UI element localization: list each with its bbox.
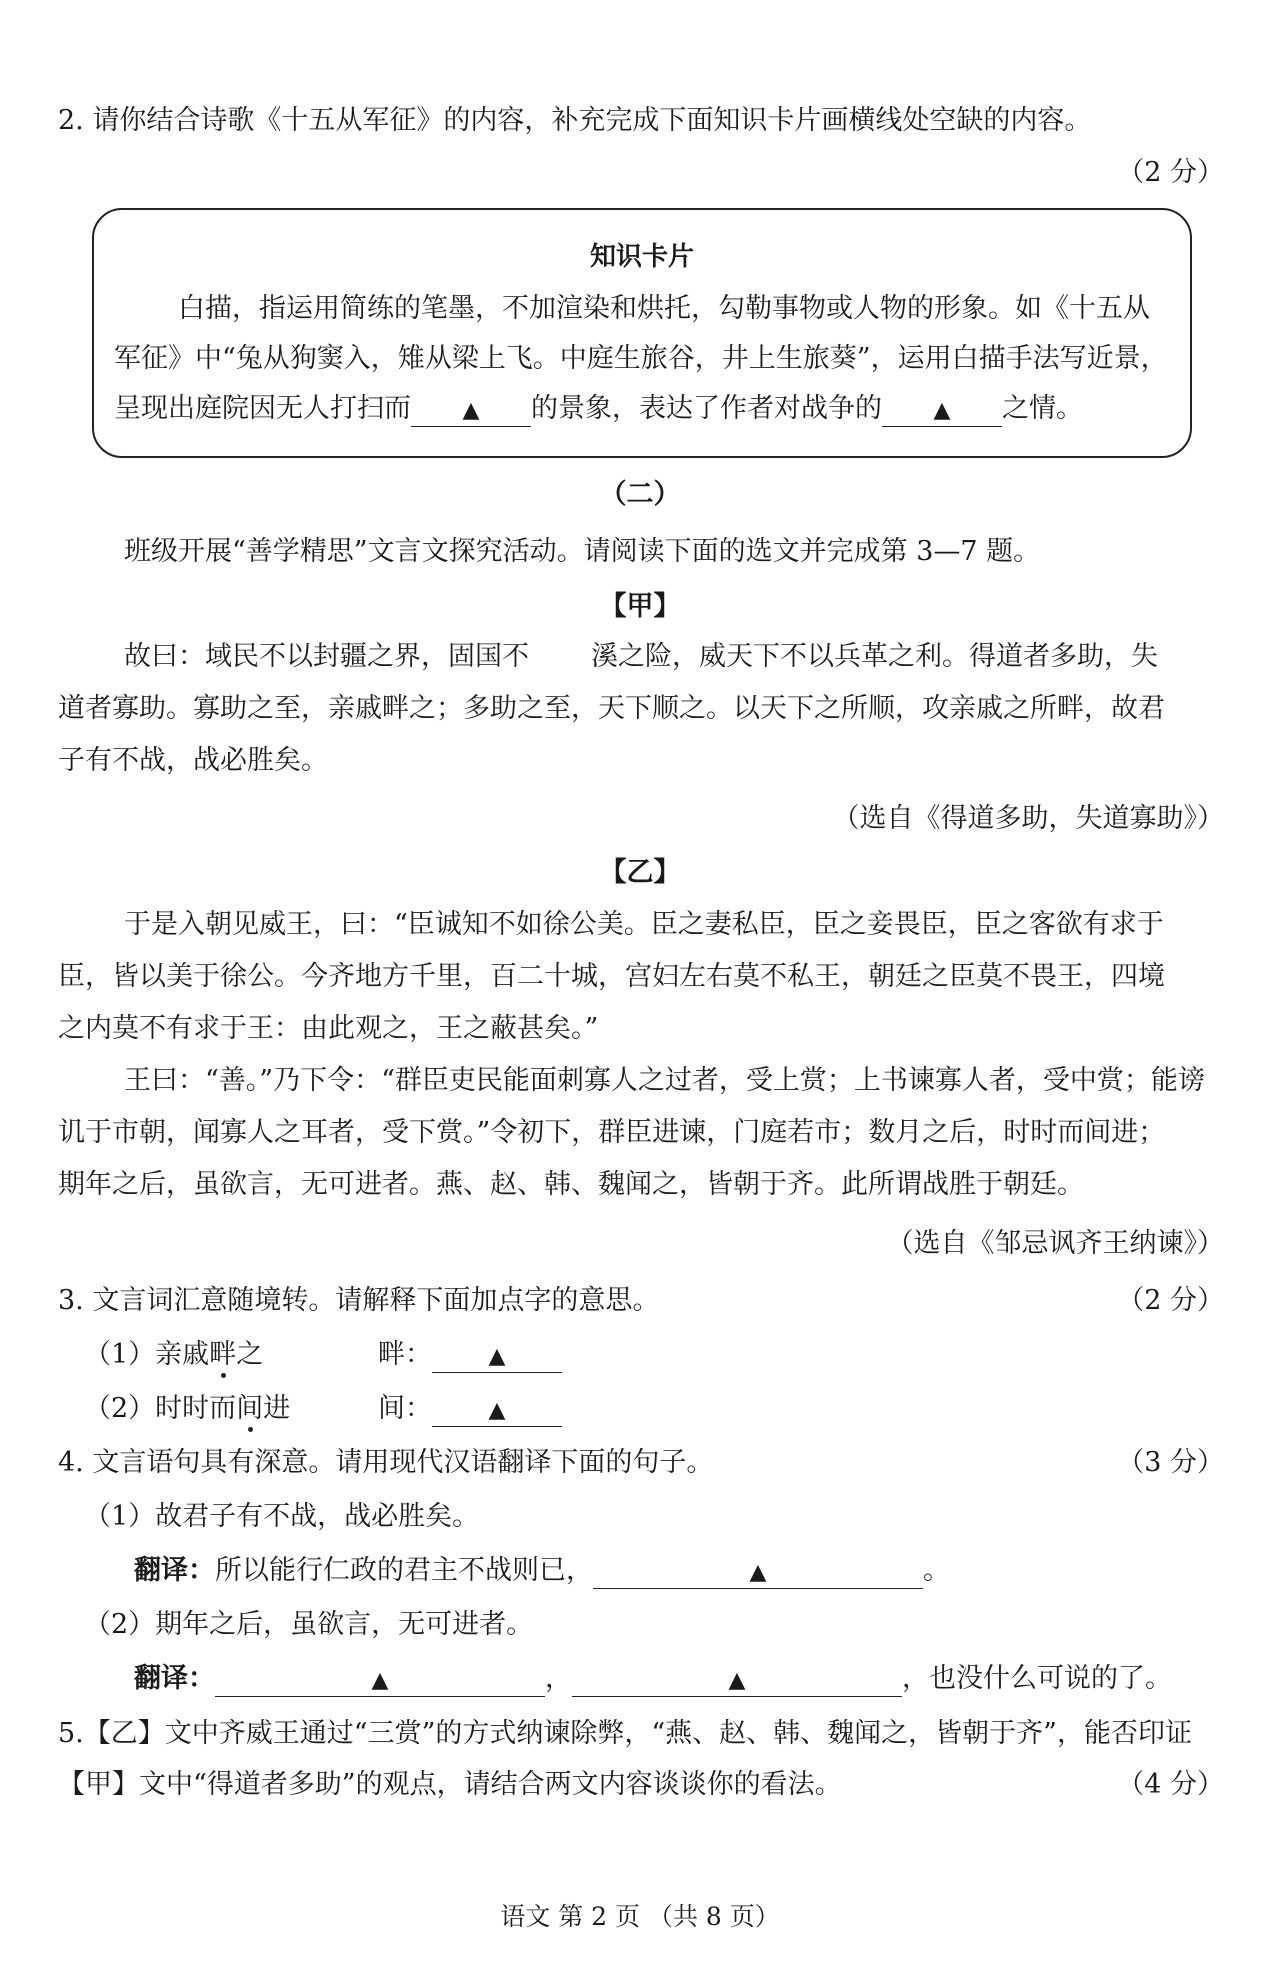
translate-label: 翻译：	[134, 1555, 215, 1586]
question-3-item-1-post: 之	[236, 1339, 264, 1370]
question-4-item-2-comma: ，	[545, 1663, 572, 1694]
question-5-text-1: 5.【乙】文中齐威王通过“三赏”的方式纳谏除弊，“燕、赵、韩、魏闻之，皆朝于齐”，能否印证	[58, 1718, 1192, 1749]
dotted-character: 间	[236, 1393, 264, 1424]
answer-blank-1[interactable]	[411, 394, 531, 427]
question-4-item-1: （1）故君子有不战，战必胜矣。	[84, 1501, 480, 1532]
passage-yi-line-3: 之内莫不有求于王：由此观之，王之蔽甚矣。”	[58, 1013, 599, 1044]
question-4-text: 4. 文言语句具有深意。请用现代汉语翻译下面的句子。	[58, 1447, 714, 1478]
question-2	[58, 102, 1224, 140]
passage-jia-line-2: 道者寡助。寡助之至，亲戚畔之；多助之至，天下顺之。以天下之所顺，攻亲戚之所畔，故君	[58, 693, 1165, 724]
knowledge-card-line-2: 军征》中“兔从狗窦入，雉从梁上飞。中庭生旅谷，井上生旅葵”，运用白描手法写近景，	[114, 343, 1168, 374]
question-3-item-2-post: 进	[263, 1393, 291, 1424]
page-footer: 语文 第 2 页 （共 8 页）	[500, 1902, 780, 1931]
question-3-item-1-pre: （1）亲戚	[84, 1339, 210, 1370]
question-3-answer-1-label: 畔：	[378, 1339, 432, 1370]
question-5-line-2	[58, 1766, 1224, 1804]
answer-blank-3[interactable]	[432, 1340, 562, 1373]
passage-jia-source: （选自《得道多助，失道寡助》）	[832, 803, 1224, 834]
question-4-item-2-end: ，也没什么可说的了。	[902, 1663, 1172, 1694]
question-3-points: （2 分）	[1117, 1285, 1224, 1316]
answer-blank-7[interactable]	[572, 1664, 902, 1697]
question-3-item-1	[84, 1336, 263, 1374]
dotted-character: 畔	[209, 1339, 237, 1370]
knowledge-card-line-3-part-a: 呈现出庭院因无人打扫而	[114, 393, 411, 424]
passage-jia-line-1-part-a: 故曰：域民不以封疆之界，固国不	[124, 641, 529, 672]
question-3-answer-2	[378, 1390, 562, 1428]
answer-blank-6[interactable]	[215, 1664, 545, 1697]
knowledge-card-line-3-part-c: 之情。	[1002, 393, 1083, 424]
blank-marker: ▲	[728, 1668, 746, 1693]
passage-yi-line-6: 期年之后，虽欲言，无可进者。燕、赵、韩、魏闻之，皆朝于齐。此所谓战胜于朝廷。	[58, 1169, 1084, 1200]
question-5-text-2: 【甲】文中“得道者多助”的观点，请结合两文内容谈谈你的看法。	[58, 1769, 842, 1800]
question-3-answer-2-label: 间：	[378, 1393, 432, 1424]
knowledge-card	[92, 208, 1192, 458]
answer-blank-2[interactable]	[882, 394, 1002, 427]
answer-blank-5[interactable]	[593, 1556, 923, 1589]
passage-yi-line-1: 于是入朝见威王，曰：“臣诚知不如徐公美。臣之妻私臣，臣之妾畏臣，臣之客欲有求于	[124, 909, 1164, 940]
question-5-line-1	[58, 1715, 1224, 1753]
passage-jia-line-3: 子有不战，战必胜矣。	[58, 745, 328, 776]
blank-marker: ▲	[462, 398, 480, 423]
question-5-points: （4 分）	[1117, 1769, 1224, 1800]
question-4-item-1-end: 。	[923, 1555, 950, 1586]
question-3	[58, 1282, 1224, 1320]
section-heading: （二）	[599, 479, 681, 510]
knowledge-card-title: 知识卡片	[589, 242, 694, 272]
question-2-text: 2. 请你结合诗歌《十五从军征》的内容，补充完成下面知识卡片画横线处空缺的内容。	[58, 105, 1092, 136]
question-2-points: （2 分）	[1117, 157, 1224, 188]
answer-blank-4[interactable]	[432, 1394, 562, 1427]
question-3-item-2-pre: （2）时时而	[84, 1393, 237, 1424]
knowledge-card-line-1: 白描，指运用简练的笔墨，不加渲染和烘托，勾勒事物或人物的形象。如《十五从	[178, 293, 1150, 324]
passage-yi-source: （选自《邹忌讽齐王纳谏》）	[886, 1228, 1224, 1259]
question-4-item-2: （2）期年之后，虽欲言，无可进者。	[84, 1609, 534, 1640]
passage-yi-line-5: 讥于市朝，闻寡人之耳者，受下赏。”令初下，群臣进谏，门庭若市；数月之后，时时而间进；	[58, 1117, 1166, 1148]
passage-jia-line-1-part-b: 溪之险，威天下不以兵革之利。得道者多助，失	[591, 641, 1158, 672]
question-3-answer-1	[378, 1336, 562, 1374]
passage-yi-heading: 【乙】	[599, 857, 681, 888]
blank-marker: ▲	[488, 1344, 506, 1369]
question-4-points: （3 分）	[1117, 1447, 1224, 1478]
question-4-item-1-translation-text: 所以能行仁政的君主不战则已，	[215, 1555, 593, 1586]
passage-yi-line-2: 臣，皆以美于徐公。今齐地方千里，百二十城，宫妇左右莫不私王，朝廷之臣莫不畏王，四境	[58, 961, 1165, 992]
passage-jia-line-1	[124, 638, 1158, 676]
question-3-item-2	[84, 1390, 290, 1428]
question-4	[58, 1444, 1224, 1482]
question-3-text: 3. 文言词汇意随境转。请解释下面加点字的意思。	[58, 1285, 660, 1316]
knowledge-card-line-3-part-b: 的景象，表达了作者对战争的	[531, 393, 882, 424]
blank-marker: ▲	[749, 1560, 767, 1585]
blank-marker: ▲	[488, 1398, 506, 1423]
knowledge-card-line-3	[114, 390, 1083, 428]
section-intro: 班级开展“善学精思”文言文探究活动。请阅读下面的选文并完成第 3—7 题。	[124, 536, 1041, 567]
question-4-item-2-translation	[134, 1660, 1172, 1698]
blank-marker: ▲	[933, 398, 951, 423]
passage-jia-heading: 【甲】	[599, 591, 681, 622]
translate-label: 翻译：	[134, 1663, 215, 1694]
passage-yi-line-4: 王曰：“善。”乃下令：“群臣吏民能面刺寡人之过者，受上赏；上书谏寡人者，受中赏；能谤	[124, 1065, 1205, 1096]
blank-marker: ▲	[371, 1668, 389, 1693]
question-4-item-1-translation	[134, 1552, 950, 1590]
